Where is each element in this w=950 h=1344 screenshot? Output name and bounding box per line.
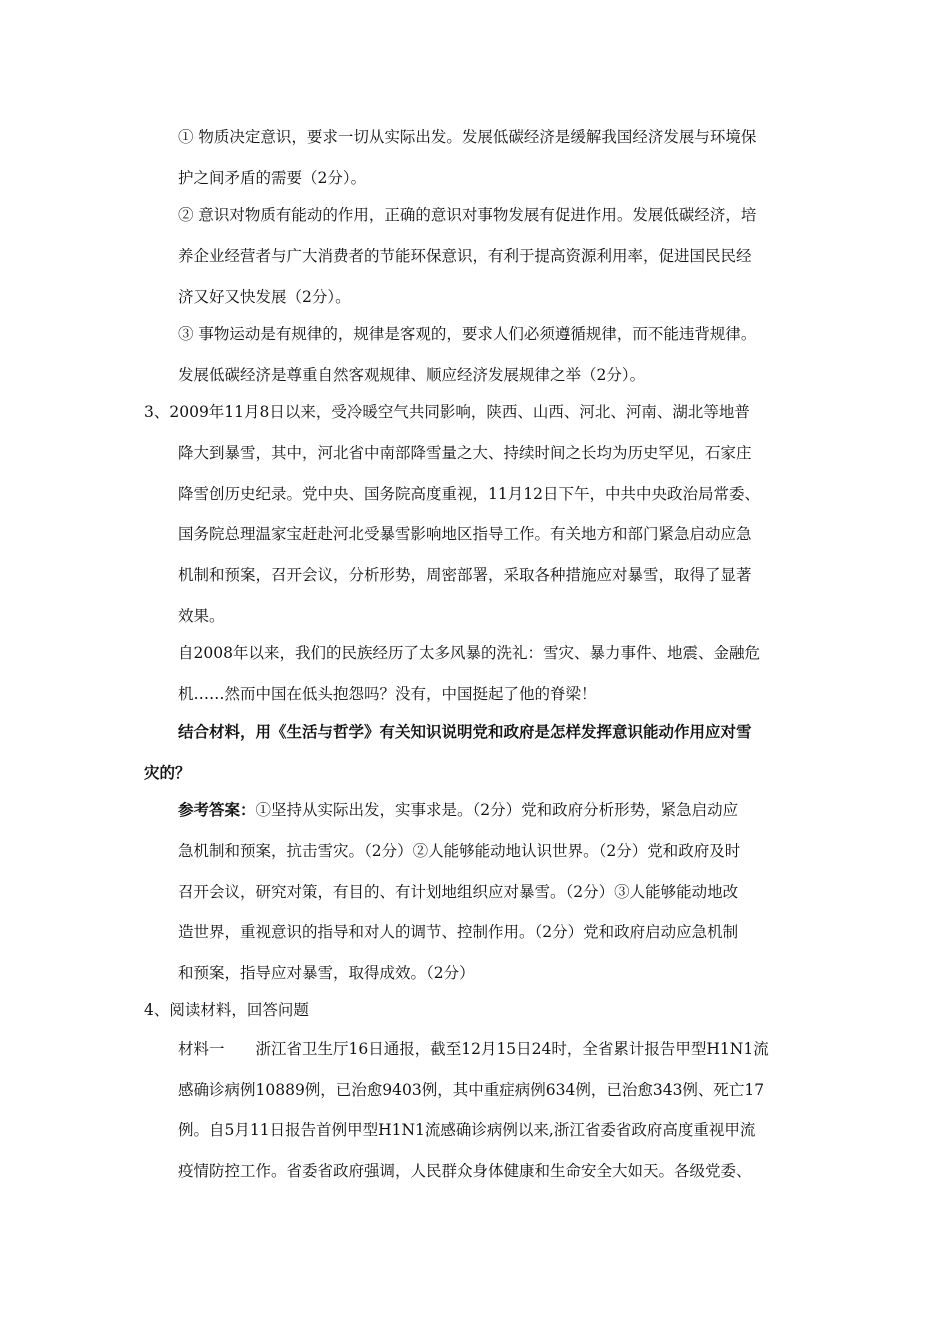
question-3-line-7: 自2008年以来，我们的民族经历了太多风暴的洗礼：雪灾、暴力事件、地震、金融危 [178, 644, 760, 662]
question-3-answer-line-2: 急机制和预案，抗击雪灾。（2分）②人能够能动地认识世界。（2分）党和政府及时 [178, 842, 741, 860]
material-1-line-1: 材料一 浙江省卫生厅16日通报，截至12月15日24时，全省累计报告甲型H1N1流 [178, 1040, 769, 1058]
question-3-prompt-line-1: 结合材料，用《生活与哲学》有关知识说明党和政府是怎样发挥意识能动作用应对雪 [178, 722, 752, 741]
question-3-answer-line-4: 造世界，重视意识的指导和对人的调节、控制作用。（2分）党和政府启动应急机制 [178, 923, 739, 941]
question-3-line-6: 效果。 [178, 607, 225, 625]
answer-point-3-line-1: ③ 事物运动是有规律的，规律是客观的，要求人们必须遵循规律，而不能违背规律。 [178, 325, 757, 343]
question-3-line-3: 降雪创历史纪录。党中央、国务院高度重视，11月12日下午，中共中央政治局常委、 [178, 485, 760, 503]
material-1-line-4: 疫情防控工作。省委省政府强调，人民群众身体健康和生命安全大如天。各级党委、 [178, 1162, 752, 1180]
answer-point-2-line-1: ② 意识对物质有能动的作用，正确的意识对事物发展有促进作用。发展低碳经济，培 [178, 206, 757, 224]
answer-point-3-line-2: 发展低碳经济是尊重自然客观规律、顺应经济发展规律之举（2分）。 [178, 366, 646, 384]
question-3-line-2: 降大到暴雪，其中，河北省中南部降雪量之大、持续时间之长均为历史罕见，石家庄 [178, 444, 752, 462]
answer-label: 参考答案： [178, 800, 256, 819]
material-1-line-3: 例。自5月11日报告首例甲型H1N1流感确诊病例以来,浙江省委省政府高度重视甲流 [178, 1121, 756, 1139]
question-4-line-1: 4、阅读材料，回答问题 [144, 1001, 309, 1019]
question-3-answer-line-1 [178, 800, 738, 820]
question-3-answer-line-3: 召开会议，研究对策，有目的、有计划地组织应对暴雪。（2分）③人能够能动地改 [178, 883, 739, 901]
question-3-answer-line-5: 和预案，指导应对暴雪，取得成效。（2分） [178, 964, 475, 982]
answer-line-1-text: ①坚持从实际出发，实事求是。（2分）党和政府分析形势，紧急启动应 [255, 801, 739, 819]
question-3-line-8: 机……然而中国在低头抱怨吗？没有，中国挺起了他的脊梁！ [178, 685, 597, 703]
question-3-line-1: 3、2009年11月8日以来，受冷暖空气共同影响，陕西、山西、河北、河南、湖北等地普 [144, 403, 750, 421]
answer-point-1-line-2: 护之间矛盾的需要（2分）。 [178, 169, 367, 187]
answer-point-2-line-2: 养企业经营者与广大消费者的节能环保意识，有利于提高资源利用率，促进国民民经 [178, 247, 752, 265]
question-3-prompt-line-2: 灾的？ [144, 763, 191, 782]
question-3-line-4: 国务院总理温家宝赶赴河北受暴雪影响地区指导工作。有关地方和部门紧急启动应急 [178, 525, 752, 543]
answer-point-1-line-1: ① 物质决定意识，要求一切从实际出发。发展低碳经济是缓解我国经济发展与环境保 [178, 128, 757, 146]
material-1-line-2: 感确诊病例10889例，已治愈9403例，其中重症病例634例，已治愈343例、死亡17 [178, 1081, 765, 1099]
question-3-line-5: 机制和预案，召开会议，分析形势，周密部署，采取各种措施应对暴雪，取得了显著 [178, 566, 752, 584]
answer-point-2-line-3: 济又好又快发展（2分）。 [178, 288, 351, 306]
